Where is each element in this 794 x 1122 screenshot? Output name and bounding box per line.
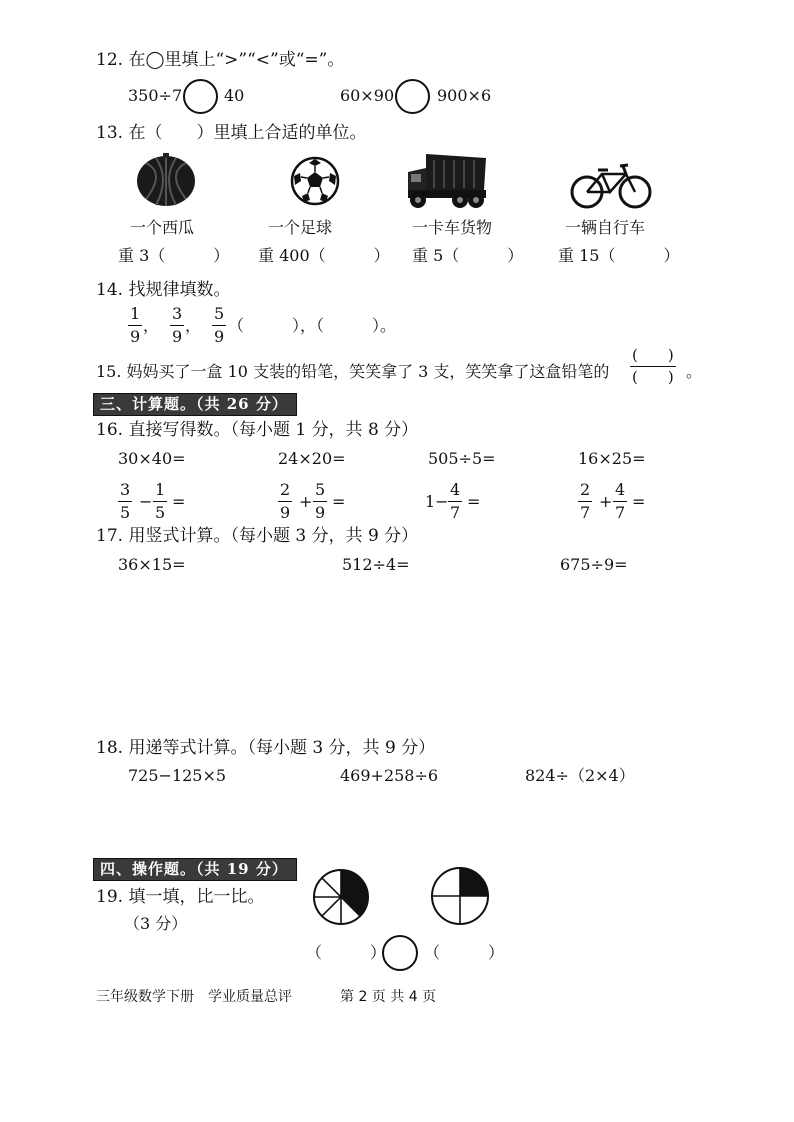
- q17-item-1: 36×15=: [118, 555, 186, 574]
- q13-item-name-1: 一个西瓜: [130, 218, 195, 237]
- q14-comma-2: ，: [185, 316, 202, 335]
- q16-row2-1-equals: =: [172, 492, 186, 511]
- circle-eighths-diagram: [312, 868, 370, 926]
- q18-item-2: 469+258÷6: [340, 766, 439, 785]
- q16-row2-4-fraction-a: $\frac{2}{7}$: [580, 480, 591, 522]
- section-3-heading: 三、计算题。（共 26 分）: [93, 393, 297, 416]
- q13-weight-3[interactable]: 重 5（ ）: [412, 246, 524, 265]
- q16-row2-2-equals: =: [332, 492, 346, 511]
- q12-title: 12. 在◯里填上“>”“<”或“=”。: [96, 50, 345, 70]
- q14-title: 14. 找规律填数。: [96, 280, 231, 300]
- circle-quarters-diagram: [430, 866, 490, 926]
- q16-row1-item-3: 505÷5=: [428, 449, 496, 468]
- q16-title: 16. 直接写得数。（每小题 1 分，共 8 分）: [96, 420, 419, 440]
- q12-compare-circle-a[interactable]: [183, 79, 218, 114]
- q16-row2-4-fraction-b: $\frac{4}{7}$: [615, 480, 626, 522]
- q16-row1-item-1: 30×40=: [118, 449, 186, 468]
- q16-row2-1-fraction-b: $\frac{1}{5}$: [155, 480, 166, 522]
- watermelon-icon: [136, 153, 196, 207]
- q13-weight-1[interactable]: 重 3（ ）: [118, 246, 230, 265]
- q13-title: 13. 在（ ）里填上合适的单位。: [96, 123, 367, 143]
- q19-blank-left[interactable]: （ ）: [306, 943, 387, 962]
- q16-row2-4-operator: +: [599, 492, 613, 511]
- q16-row2-3-fraction-b: $\frac{4}{7}$: [450, 480, 461, 522]
- q14-fraction-3: $\frac{5}{9}$: [214, 304, 225, 346]
- q12-right-a: 40: [224, 86, 245, 105]
- q16-row2-4-equals: =: [632, 492, 646, 511]
- q15-answer-fraction[interactable]: ( ) ( ): [632, 346, 674, 386]
- q16-row2-3-prefix: 1−: [425, 492, 449, 511]
- q17-item-2: 512÷4=: [342, 555, 410, 574]
- q18-item-3: 824÷（2×4）: [525, 766, 635, 785]
- q16-row1-item-2: 24×20=: [278, 449, 346, 468]
- q13-item-name-2: 一个足球: [268, 218, 333, 237]
- q19-score: （3 分）: [124, 914, 188, 933]
- q16-row1-item-4: 16×25=: [578, 449, 646, 468]
- q18-title: 18. 用递等式计算。（每小题 3 分，共 9 分）: [96, 738, 436, 758]
- q15-end: 。: [686, 362, 703, 381]
- q13-item-name-4: 一辆自行车: [565, 218, 646, 237]
- q12-right-b: 900×6: [437, 86, 492, 105]
- q13-weight-2[interactable]: 重 400（ ）: [258, 246, 390, 265]
- q13-item-name-3: 一卡车货物: [412, 218, 493, 237]
- q12-left-b: 60×90: [340, 86, 395, 105]
- bicycle-icon: [570, 162, 652, 210]
- q12-compare-circle-b[interactable]: [395, 79, 430, 114]
- q19-compare-circle[interactable]: [382, 935, 418, 971]
- q16-row2-1-operator: −: [139, 492, 153, 511]
- footer-page-number: 第 2 页 共 4 页: [340, 989, 437, 1005]
- q19-blank-right[interactable]: （ ）: [424, 943, 505, 962]
- truck-icon: [406, 152, 488, 210]
- q14-answer-blanks[interactable]: （ ），（ ）。: [228, 316, 397, 335]
- q15-text: 15. 妈妈买了一盒 10 支装的铅笔，笑笑拿了 3 支，笑笑拿了这盒铅笔的: [96, 362, 610, 381]
- q16-row2-1-fraction-a: $\frac{3}{5}$: [120, 480, 131, 522]
- q14-fraction-2: $\frac{3}{9}$: [172, 304, 183, 346]
- section-4-heading: 四、操作题。（共 19 分）: [93, 858, 297, 881]
- q17-title: 17. 用竖式计算。（每小题 3 分，共 9 分）: [96, 526, 419, 546]
- q13-weight-4[interactable]: 重 15（ ）: [558, 246, 680, 265]
- q16-row2-2-fraction-b: $\frac{5}{9}$: [315, 480, 326, 522]
- q14-fraction-1: $\frac{1}{9}$: [130, 304, 141, 346]
- q12-left-a: 350÷7: [128, 86, 183, 105]
- q16-row2-2-fraction-a: $\frac{2}{9}$: [280, 480, 291, 522]
- q14-comma-1: ，: [143, 316, 160, 335]
- q16-row2-3-equals: =: [467, 492, 481, 511]
- q16-row2-2-operator: +: [299, 492, 313, 511]
- q19-title: 19. 填一填，比一比。: [96, 887, 265, 907]
- soccer-ball-icon: [290, 156, 340, 206]
- footer-left: 三年级数学下册 学业质量总评: [96, 989, 292, 1005]
- q17-item-3: 675÷9=: [560, 555, 628, 574]
- q18-item-1: 725−125×5: [128, 766, 227, 785]
